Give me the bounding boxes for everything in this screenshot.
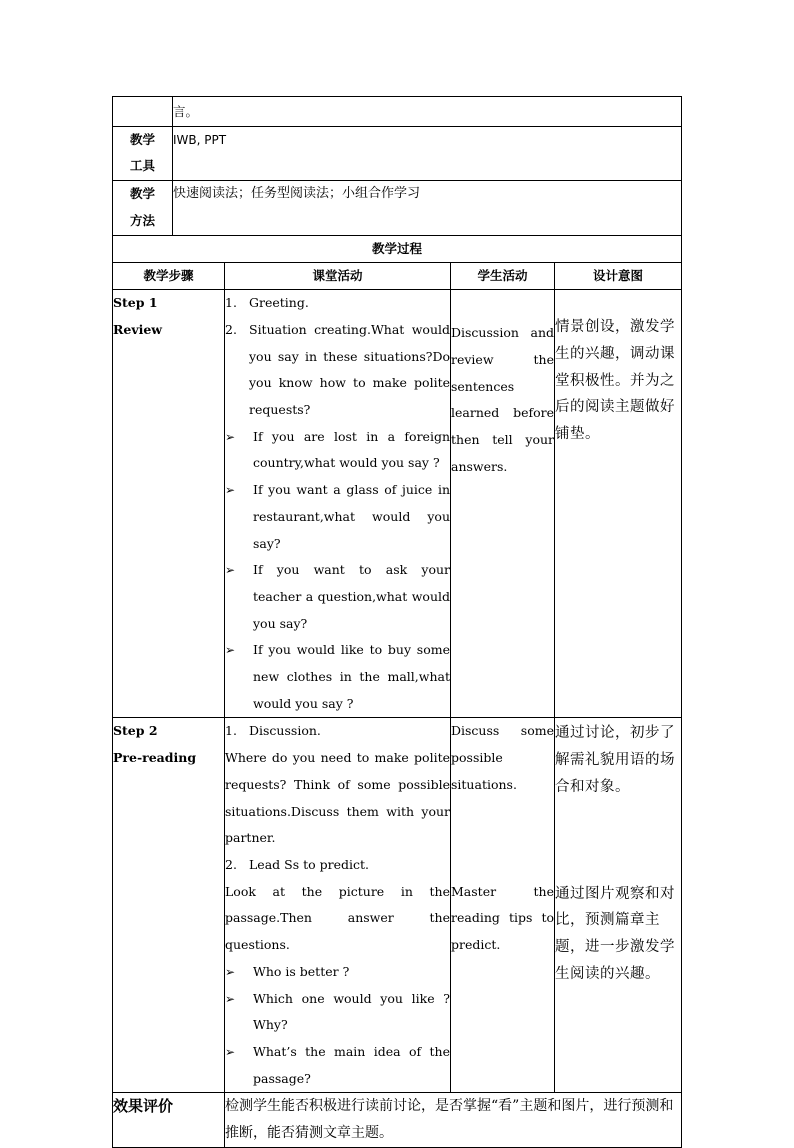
step2-cell	[113, 718, 225, 1093]
methods-row	[113, 181, 682, 235]
continuation-row	[113, 97, 682, 127]
bullet-text: What’s the main idea of the passage?	[253, 1043, 450, 1086]
evaluation-label: 效果评价	[113, 1093, 225, 1147]
arrowhead-bullet-icon: ➢	[225, 563, 236, 578]
empty-label-cell	[113, 97, 173, 127]
bullet-text: If you want a glass of juice in restaurant,what would you say?	[253, 482, 450, 551]
lesson-plan-table	[112, 96, 682, 1148]
methods-value: 快速阅读法；任务型阅读法；小组合作学习	[173, 181, 682, 235]
spacer	[451, 799, 554, 879]
step2-paragraph-2: Look at the picture in the passage.Then answer the questions.	[225, 883, 450, 953]
step1-row	[113, 290, 682, 718]
step1-cell	[113, 290, 225, 718]
step2-name: Step 2	[113, 723, 158, 739]
item-text: Discussion.	[249, 723, 321, 739]
item-text: Lead Ss to predict.	[249, 856, 369, 872]
column-header-row	[113, 263, 682, 290]
methods-label: 教学 方法	[113, 181, 173, 235]
step1-intent: 情景创设，激发学生的兴趣，调动课堂积极性。并为之后的阅读主题做好铺垫。	[555, 290, 682, 718]
bullet-text: If you would like to buy some new clothes in the mall,what would you say ?	[253, 642, 450, 711]
step2-student-activity-1: Discuss some possible situations.	[451, 723, 554, 792]
header-student-activities: 学生活动	[451, 263, 555, 290]
header-design-intent: 设计意图	[555, 263, 682, 290]
step1-bullet-2	[225, 477, 450, 557]
arrowhead-bullet-icon: ➢	[225, 1044, 236, 1059]
step1-name: Step 1	[113, 295, 158, 311]
tools-value: IWB, PPT	[173, 126, 682, 180]
evaluation-row	[113, 1093, 682, 1147]
step1-bullet-4	[225, 637, 450, 717]
bullet-text: Who is better ?	[253, 963, 350, 979]
evaluation-text: 检测学生能否积极进行读前讨论，是否掌握“看”主题和图片，进行预测和推断，能否猜测文章主题。	[225, 1093, 682, 1147]
item-number: 1.	[225, 295, 237, 311]
arrowhead-bullet-icon: ➢	[225, 991, 236, 1006]
step1-label: Review	[113, 321, 163, 337]
step2-label: Pre-reading	[113, 750, 197, 766]
item-text: Greeting.	[249, 295, 309, 311]
header-steps: 教学步骤	[113, 263, 225, 290]
step2-item-2	[225, 852, 450, 879]
arrowhead-bullet-icon: ➢	[225, 964, 236, 979]
process-title-row	[113, 235, 682, 263]
spacer	[555, 801, 681, 881]
process-title: 教学过程	[113, 235, 682, 263]
step1-bullet-3	[225, 557, 450, 637]
arrowhead-bullet-icon: ➢	[225, 483, 236, 498]
bullet-text: Which one would you like ? Why?	[253, 990, 450, 1033]
step2-bullet-3	[225, 1039, 450, 1092]
item-number: 2.	[225, 321, 237, 337]
step2-bullet-2	[225, 986, 450, 1039]
step1-item-1	[225, 290, 450, 317]
step2-intent-1: 通过讨论，初步了解需礼貌用语的场合和对象。	[555, 725, 675, 795]
tools-label: 教学 工具	[113, 126, 173, 180]
step1-item-2	[225, 317, 450, 424]
bullet-text: If you are lost in a foreign country,what would you say ?	[253, 428, 450, 471]
step2-student-activities	[451, 718, 555, 1093]
arrowhead-bullet-icon: ➢	[225, 643, 236, 658]
step2-activities	[225, 718, 451, 1093]
item-text: Situation creating.What would you say in these situations?Do you know how to make polite requests?	[249, 321, 450, 418]
continuation-text: 言。	[173, 97, 682, 127]
step1-activities	[225, 290, 451, 718]
header-class-activities: 课堂活动	[225, 263, 451, 290]
bullet-text: If you want to ask your teacher a question,what would you say?	[253, 562, 450, 631]
item-number: 2.	[225, 856, 237, 872]
arrowhead-bullet-icon: ➢	[225, 429, 236, 444]
step2-bullet-1	[225, 959, 450, 986]
step2-student-activity-2: Master the reading tips to predict.	[451, 883, 554, 952]
step1-student-activity: Discussion and review the sentences learned before then tell your answers.	[451, 290, 555, 718]
item-number: 1.	[225, 723, 237, 739]
step1-bullet-1	[225, 424, 450, 477]
tools-row	[113, 126, 682, 180]
step2-item-1	[225, 718, 450, 745]
step2-intent-2: 通过图片观察和对比，预测篇章主题，进一步激发学生阅读的兴趣。	[555, 885, 675, 982]
step2-intents	[555, 718, 682, 1093]
step2-paragraph-1: Where do you need to make polite requests? Think of some possible situations.Discuss them with your partner.	[225, 750, 450, 846]
step2-row	[113, 718, 682, 1093]
